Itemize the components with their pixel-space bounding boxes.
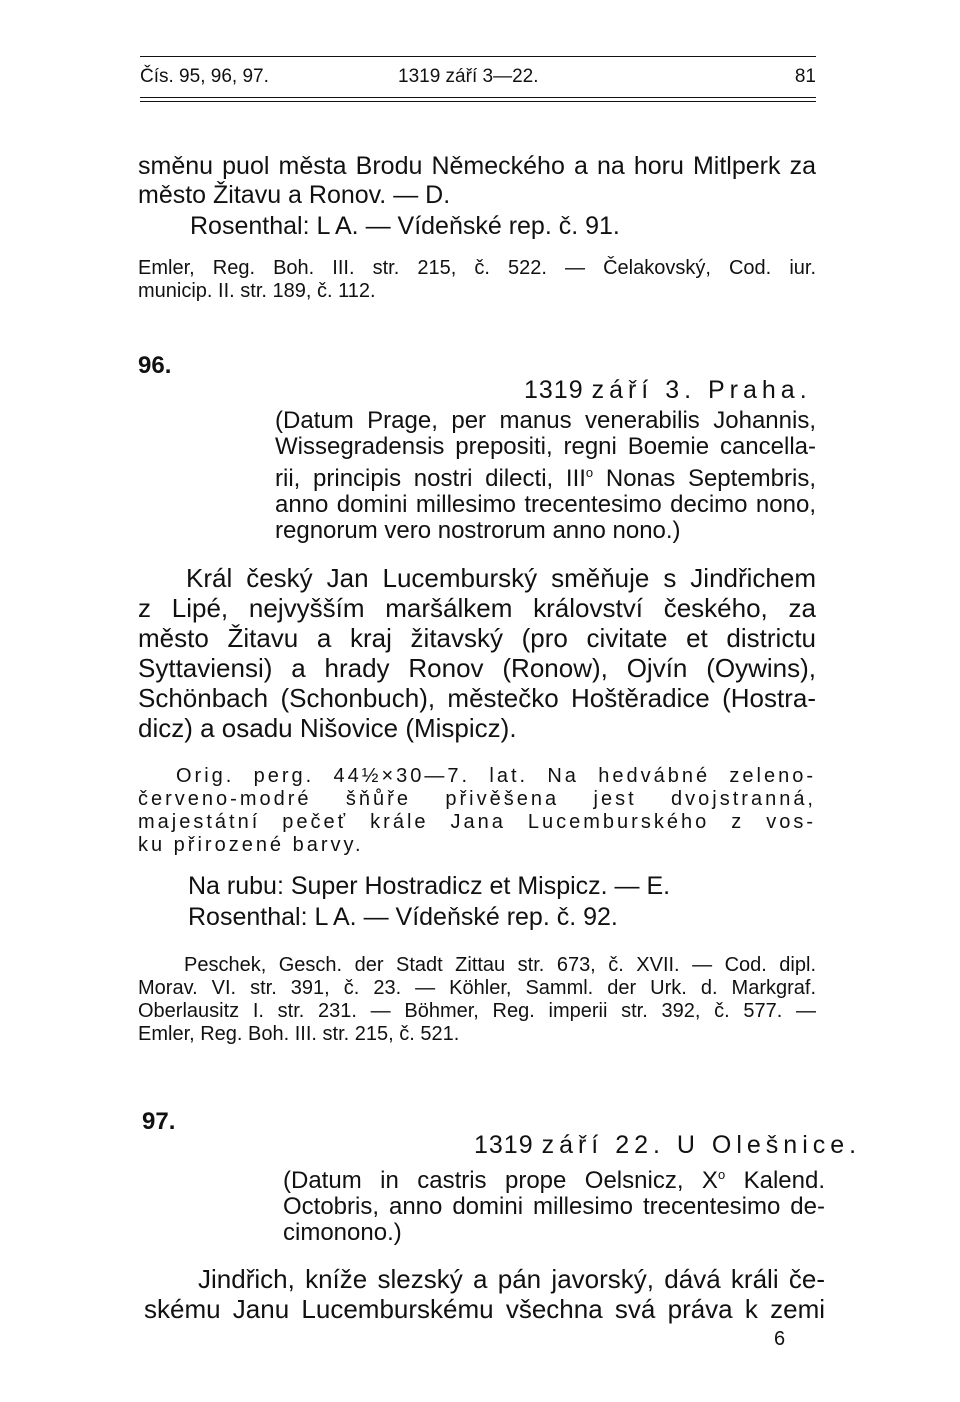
header-bottom-rule bbox=[140, 97, 816, 98]
datum-line-head: (Datum in castris prope Oelsnicz, X bbox=[283, 1167, 718, 1194]
signature-mark: 6 bbox=[774, 1328, 786, 1350]
doc95-text-line: město Žitavu a Ronov. — D. bbox=[138, 181, 451, 209]
datum-line-tail: Nonas Septembris, bbox=[593, 465, 817, 492]
doc96-regest bbox=[138, 563, 816, 743]
citation-line: Emler, Reg. Boh. III. str. 215, č. 521. bbox=[138, 1023, 460, 1045]
regest-line: Jindřich, kníže slezský a pán javorský, dává králi če- bbox=[198, 1264, 825, 1294]
doc96-number: 96. bbox=[138, 352, 172, 379]
orig-line: ku přirozené barvy. bbox=[138, 834, 364, 856]
doc97-date bbox=[474, 1131, 861, 1160]
orig-line: červeno-modré šňůře přivěšena jest dvojstranná, bbox=[138, 788, 816, 810]
header-date-range: 1319 září 3—22. bbox=[398, 66, 539, 87]
orig-line: majestátní pečeť krále Jana Lucemburského z vos- bbox=[138, 811, 816, 833]
citation-line: Oberlausitz I. str. 231. — Böhmer, Reg. imperii str. 392, č. 577. — bbox=[138, 1000, 816, 1022]
doc97-regest bbox=[144, 1264, 825, 1324]
header-top-rule bbox=[140, 56, 816, 57]
header-bottom-rule-2 bbox=[140, 101, 816, 102]
doc97-datum bbox=[283, 1162, 825, 1246]
regest-line: město Žitavu a kraj žitavský (pro civitate et districtu bbox=[138, 623, 816, 653]
datum-line bbox=[283, 1162, 825, 1194]
datum-superscript: o bbox=[585, 465, 594, 480]
datum-line bbox=[275, 460, 816, 492]
datum-line: cimonono.) bbox=[283, 1219, 402, 1246]
citation-line: Peschek, Gesch. der Stadt Zittau str. 673, č. XVII. — Cod. dipl. bbox=[184, 954, 816, 976]
doc97-date-place: září 22. U Olešnice. bbox=[541, 1131, 862, 1159]
regest-line: skému Janu Lucemburskému všechna svá práva k zemi bbox=[144, 1294, 825, 1324]
doc96-citations bbox=[138, 954, 816, 1046]
regest-line: dicz) a osadu Nišovice (Mispicz). bbox=[138, 713, 517, 743]
datum-line-tail: Kalend. bbox=[725, 1167, 825, 1194]
doc97-date-year: 1319 bbox=[474, 1131, 534, 1159]
doc96-source: Rosenthal: L A. — Vídeňské rep. č. 92. bbox=[188, 903, 618, 931]
regest-line: Schönbach (Schonbuch), městečko Hoštěradice (Hostra- bbox=[138, 683, 816, 713]
citation-line: Morav. VI. str. 391, č. 23. — Köhler, Samml. der Urk. d. Markgraf. bbox=[138, 977, 816, 999]
doc96-date-place: září 3. Praha. bbox=[591, 376, 812, 404]
doc95-text bbox=[138, 152, 816, 210]
datum-line: anno domini millesimo trecentesimo decimo nono, bbox=[275, 491, 816, 518]
doc96-dorsal-note: Na rubu: Super Hostradicz et Mispicz. — E. bbox=[188, 872, 671, 900]
doc95-source: Rosenthal: L A. — Vídeňské rep. č. 91. bbox=[190, 212, 620, 240]
citation-line: municip. II. str. 189, č. 112. bbox=[138, 280, 376, 302]
datum-line: Wissegradensis prepositi, regni Boemie cancella- bbox=[275, 433, 816, 460]
doc97-number: 97. bbox=[142, 1108, 176, 1135]
datum-line: (Datum Prage, per manus venerabilis Johannis, bbox=[275, 407, 816, 434]
regest-line: Král český Jan Lucemburský směňuje s Jindřichem bbox=[186, 563, 816, 593]
datum-line: regnorum vero nostrorum anno nono.) bbox=[275, 517, 681, 544]
doc96-datum bbox=[275, 408, 816, 544]
orig-line: Orig. perg. 44½×30—7. lat. Na hedvábné zeleno- bbox=[176, 765, 816, 787]
datum-superscript: o bbox=[717, 1167, 726, 1182]
running-header bbox=[140, 66, 816, 94]
datum-line: Octobris, anno domini millesimo trecentesimo de- bbox=[283, 1193, 825, 1220]
header-document-numbers: Čís. 95, 96, 97. bbox=[140, 66, 269, 87]
doc96-date-year: 1319 bbox=[524, 376, 584, 404]
regest-line: z Lipé, nejvyšším maršálkem království českého, za bbox=[138, 593, 816, 623]
page-number: 81 bbox=[794, 66, 816, 87]
citation-line: Emler, Reg. Boh. III. str. 215, č. 522. — Čelakovský, Cod. iur. bbox=[138, 257, 816, 279]
doc96-date bbox=[524, 376, 812, 405]
datum-line-head: rii, principis nostri dilecti, III bbox=[275, 465, 586, 492]
doc95-text-line: směnu puol města Brodu Německého a na horu Mitlperk za bbox=[138, 152, 816, 180]
regest-line: Syttaviensi) a hrady Ronov (Ronow), Ojvín (Oywins), bbox=[138, 653, 816, 683]
doc96-original-description bbox=[138, 765, 816, 857]
doc95-citations bbox=[138, 257, 816, 303]
